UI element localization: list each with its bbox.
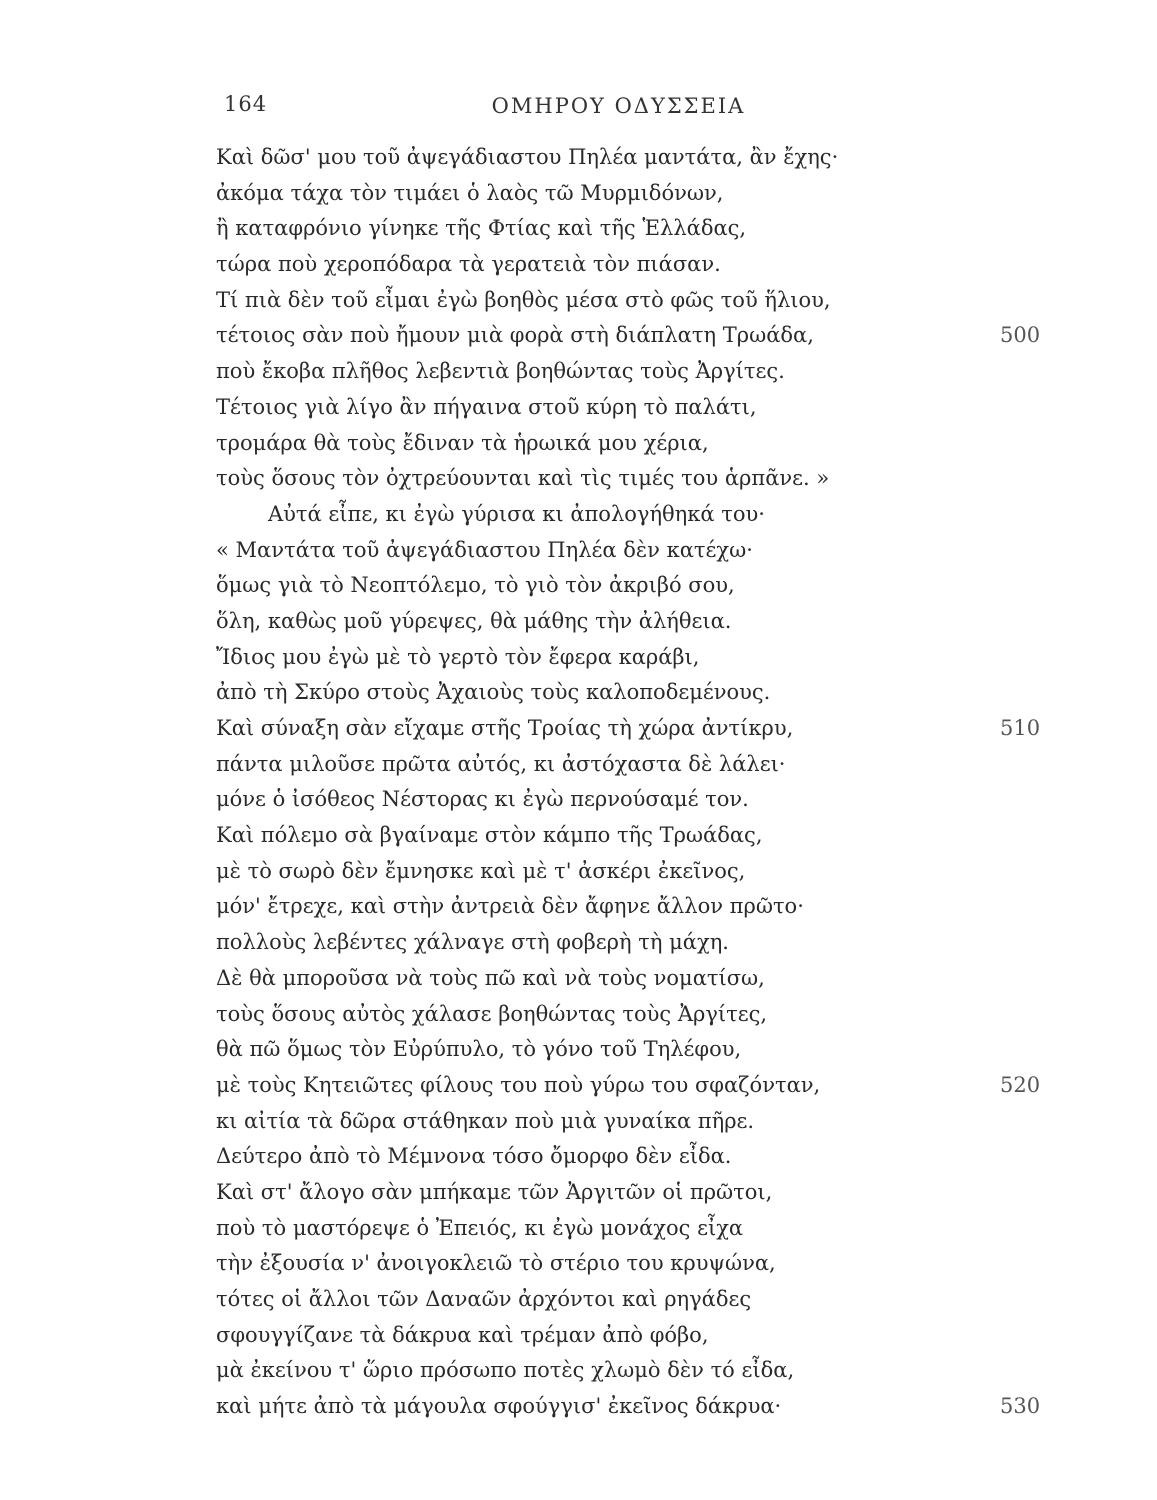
verse-text: μόν' ἔτρεχε, καὶ στὴν ἀντρειὰ δὲν ἄφηνε ἄλλον πρῶτο· [216, 894, 804, 919]
verse-text: Δεύτερο ἀπὸ τὸ Μέμνονα τόσο ὄμορφο δὲν εἶδα. [216, 1144, 732, 1169]
verse-line [216, 675, 996, 711]
verse-line [216, 1104, 996, 1140]
verse-text: ἀπὸ τὴ Σκύρο στοὺς Ἀχαιοὺς τοὺς καλοποδεμένους. [216, 680, 771, 705]
verse-block [216, 140, 1041, 1425]
verse-text: Καὶ σύναξη σὰν εἴχαμε στῆς Τροίας τὴ χώρα ἀντίκρυ, [216, 716, 794, 740]
line-number: 520 [1000, 1072, 1041, 1097]
verse-text: ἢ καταφρόνιο γίνηκε τῆς Φτίας καὶ τῆς Ἑλλάδας, [216, 216, 747, 241]
verse-text: Ἴδιος μου ἐγὼ μὲ τὸ γερτὸ τὸν ἔφερα καράβι, [216, 644, 700, 669]
verse-text: ποὺ τὸ μαστόρεψε ὁ Ἐπειός, κι ἐγὼ μονάχος εἶχα [216, 1215, 744, 1240]
line-number: 510 [1000, 716, 1041, 740]
verse-text: « Μαντάτα τοῦ ἀψεγάδιαστου Πηλέα δὲν κατέχω· [216, 537, 753, 562]
verse-text: Καὶ πόλεμο σὰ βγαίναμε στὸν κάμπο τῆς Τρωάδας, [216, 823, 763, 848]
verse-text: Δὲ θὰ μποροῦσα νὰ τοὺς πῶ καὶ νὰ τοὺς νοματίσω, [216, 965, 765, 990]
verse-line [216, 1068, 1041, 1104]
verse-line [216, 1282, 996, 1318]
verse-line [216, 640, 996, 676]
verse-line [216, 426, 996, 462]
verse-line [216, 140, 996, 176]
line-number: 500 [1000, 323, 1041, 348]
verse-text: καὶ μήτε ἀπὸ τὰ μάγουλα σφούγγισ' ἐκεῖνος δάκρυα· [216, 1394, 782, 1419]
verse-text: πάντα μιλοῦσε πρῶτα αὐτός, κι ἀστόχαστα δὲ λάλει· [216, 751, 786, 776]
verse-line [216, 925, 996, 961]
verse-text: μὰ ἐκείνου τ' ὥριο πρόσωπο ποτὲς χλωμὸ δὲν τό εἶδα, [216, 1358, 795, 1383]
verse-line [216, 1175, 996, 1211]
verse-line [216, 711, 1041, 747]
verse-line [216, 1246, 996, 1282]
verse-text: Αὐτά εἶπε, κι ἐγὼ γύρισα κι ἀπολογήθηκά του· [268, 501, 765, 526]
verse-text: ὅλη, καθὼς μοῦ γύρεψες, θὰ μάθης τὴν ἀλήθεια. [216, 608, 732, 633]
verse-text: μὲ τὸ σωρὸ δὲν ἔμνησκε καὶ μὲ τ' ἀσκέρι ἐκεῖνος, [216, 858, 746, 883]
verse-line [216, 1032, 996, 1068]
verse-text: τὴν ἐξουσία ν' ἀνοιγοκλειῶ τὸ στέριο του κρυψώνα, [216, 1251, 776, 1276]
verse-line [216, 390, 996, 426]
verse-line [216, 889, 996, 925]
verse-text: Καὶ στ' ἄλογο σὰν μπήκαμε τῶν Ἀργιτῶν οἱ πρῶτοι, [216, 1179, 773, 1204]
verse-text: τώρα ποὺ χεροπόδαρα τὰ γερατειὰ τὸν πιάσαν. [216, 252, 721, 277]
verse-line [216, 568, 996, 604]
verse-line [216, 604, 996, 640]
verse-text: κι αἰτία τὰ δῶρα στάθηκαν ποὺ μιὰ γυναίκα πῆρε. [216, 1108, 755, 1133]
verse-text: Καὶ δῶσ' μου τοῦ ἀψεγάδιαστου Πηλέα μαντάτα, ἂν ἔχης· [216, 145, 839, 169]
verse-text: Τέτοιος γιὰ λίγο ἂν πήγαινα στοῦ κύρη τὸ παλάτι, [216, 394, 757, 419]
verse-line [216, 318, 1041, 354]
verse-line [216, 1211, 996, 1247]
verse-text: τότες οἱ ἄλλοι τῶν Δαναῶν ἀρχόντοι καὶ ρηγάδες [216, 1287, 752, 1311]
verse-text: ποὺ ἔκοβα πλῆθος λεβεντιὰ βοηθώντας τοὺς Ἀργίτες. [216, 359, 785, 384]
running-head: ΟΜΗΡΟΥ ΟΔΥΣΣΕΙΑ [491, 94, 746, 118]
verse-line [216, 1139, 996, 1175]
verse-line [216, 461, 996, 497]
verse-text: ὅμως γιὰ τὸ Νεοπτόλεμο, τὸ γιὸ τὸν ἀκριβό σου, [216, 573, 735, 598]
page-number: 164 [224, 92, 268, 116]
verse-line [216, 997, 996, 1033]
verse-text: τοὺς ὅσους αὐτὸς χάλασε βοηθώντας τοὺς Ἀργίτες, [216, 1001, 768, 1026]
verse-line [216, 176, 996, 212]
verse-line [216, 211, 996, 247]
verse-line [216, 1389, 1041, 1425]
verse-line [216, 1318, 996, 1354]
verse-line [216, 854, 996, 890]
verse-text: μὲ τοὺς Κητειῶτες φίλους του ποὺ γύρω του σφαζόνταν, [216, 1072, 821, 1097]
verse-line [216, 961, 996, 997]
verse-line [216, 354, 996, 390]
verse-line [216, 247, 996, 283]
verse-line [216, 283, 996, 319]
verse-text: θὰ πῶ ὅμως τὸν Εὐρύπυλο, τὸ γόνο τοῦ Τηλέφου, [216, 1037, 742, 1062]
verse-line [216, 818, 996, 854]
verse-line [216, 1353, 996, 1389]
verse-line [216, 497, 996, 533]
verse-text: μόνε ὁ ἰσόθεος Νέστορας κι ἐγὼ περνούσαμέ τον. [216, 787, 749, 812]
verse-text: σφουγγίζανε τὰ δάκρυα καὶ τρέμαν ἀπὸ φόβο, [216, 1322, 709, 1347]
verse-text: ἀκόμα τάχα τὸν τιμάει ὁ λαὸς τῶ Μυρμιδόνων, [216, 180, 724, 205]
verse-text: τρομάρα θὰ τοὺς ἔδιναν τὰ ἡρωικά μου χέρια, [216, 430, 709, 455]
line-number: 530 [1000, 1394, 1041, 1419]
verse-line [216, 747, 996, 783]
verse-line [216, 782, 996, 818]
verse-text: τοὺς ὅσους τὸν ὀχτρεύουνται καὶ τὶς τιμές του ἁρπᾶνε. » [216, 466, 830, 491]
verse-line [216, 533, 996, 569]
verse-text: τέτοιος σὰν ποὺ ἤμουν μιὰ φορὰ στὴ διάπλατη Τρωάδα, [216, 323, 814, 348]
verse-text: πολλοὺς λεβέντες χάλναγε στὴ φοβερὴ τὴ μάχη. [216, 930, 729, 955]
verse-text: Τί πιὰ δὲν τοῦ εἶμαι ἐγὼ βοηθὸς μέσα στὸ φῶς τοῦ ἥλιου, [216, 287, 831, 312]
